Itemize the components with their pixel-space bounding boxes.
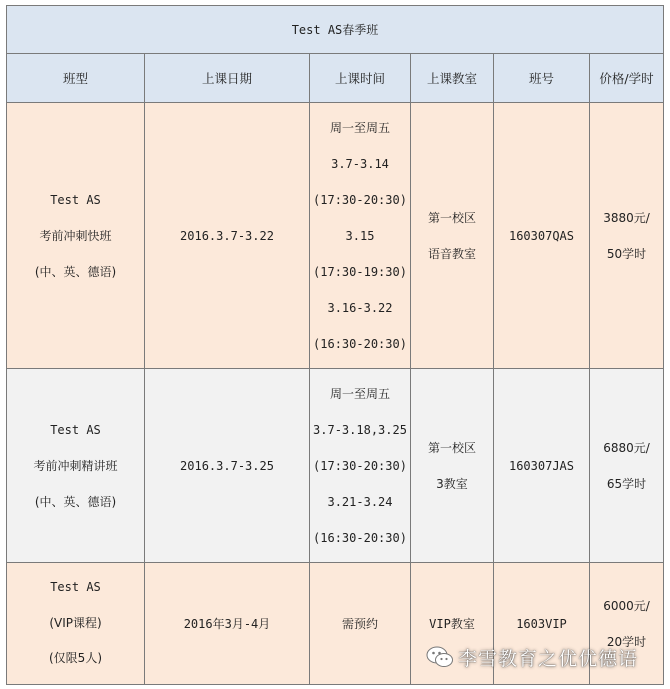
price-line: 3880元/ [603,210,650,225]
price-line: 20学时 [606,634,647,649]
class-type-line: (仅限5人) [49,651,102,666]
class-number-cell: 160307QAS [494,103,590,369]
price-cell [590,369,664,563]
class-type-cell [7,369,145,563]
wechat-icon [426,645,454,669]
time-line: 3.7-3.14 [331,156,389,171]
time-line: 3.7-3.18,3.25 [313,422,407,437]
price-line: 6880元/ [603,440,650,455]
header-class-number: 班号 [494,54,590,103]
room-cell [411,103,494,369]
date-cell: 2016.3.7-3.25 [145,369,310,563]
class-type-line: 考前冲刺快班 [39,228,112,243]
time-cell [310,103,411,369]
time-line: (17:30-20:30) [313,192,407,207]
class-type-line: 考前冲刺精讲班 [33,458,118,473]
header-time: 上课时间 [310,54,411,103]
class-type-line: Test AS [50,580,101,595]
price-line: 6000元/ [603,598,650,613]
time-line: 3.21-3.24 [327,494,393,509]
date-cell: 2016年3月-4月 [145,563,310,685]
time-line: 周一至周五 [329,120,390,135]
class-type-line: (VIP课程) [49,615,102,630]
time-line: (16:30-20:30) [313,336,407,351]
time-line: 3.15 [345,228,375,243]
price-line: 65学时 [606,476,647,491]
class-type-line: (中、英、德语) [34,494,117,509]
header-room: 上课教室 [411,54,494,103]
time-cell: 需预约 [310,563,411,685]
schedule-table [6,5,664,685]
room-cell [411,369,494,563]
room-line: 第一校区 [427,440,476,455]
price-line: 50学时 [606,246,647,261]
time-cell [310,369,411,563]
class-number-cell: 1603VIP [494,563,590,685]
class-type-line: Test AS [50,192,101,207]
class-type-cell [7,563,145,685]
time-line: (17:30-20:30) [313,458,407,473]
class-type-line: (中、英、德语) [34,264,117,279]
table-row [7,103,664,369]
class-number-cell: 160307JAS [494,369,590,563]
room-line: 3教室 [436,476,468,491]
time-line: 3.16-3.22 [327,300,393,315]
header-date: 上课日期 [145,54,310,103]
time-line: 周一至周五 [329,386,390,401]
header-row [7,54,664,103]
header-class-type: 班型 [7,54,145,103]
time-line: (16:30-20:30) [313,530,407,545]
header-price: 价格/学时 [590,54,664,103]
class-type-cell [7,103,145,369]
table-title: Test AS春季班 [7,6,664,54]
room-cell: VIP教室 [411,563,494,685]
watermark [426,642,638,672]
class-type-line: Test AS [50,422,101,437]
time-line: (17:30-19:30) [313,264,407,279]
watermark-text: 李雪教育之优优德语 [458,647,639,670]
price-cell [590,103,664,369]
room-line: 第一校区 [427,210,476,225]
room-line: 语音教室 [427,246,476,261]
table-row [7,369,664,563]
date-cell: 2016.3.7-3.22 [145,103,310,369]
